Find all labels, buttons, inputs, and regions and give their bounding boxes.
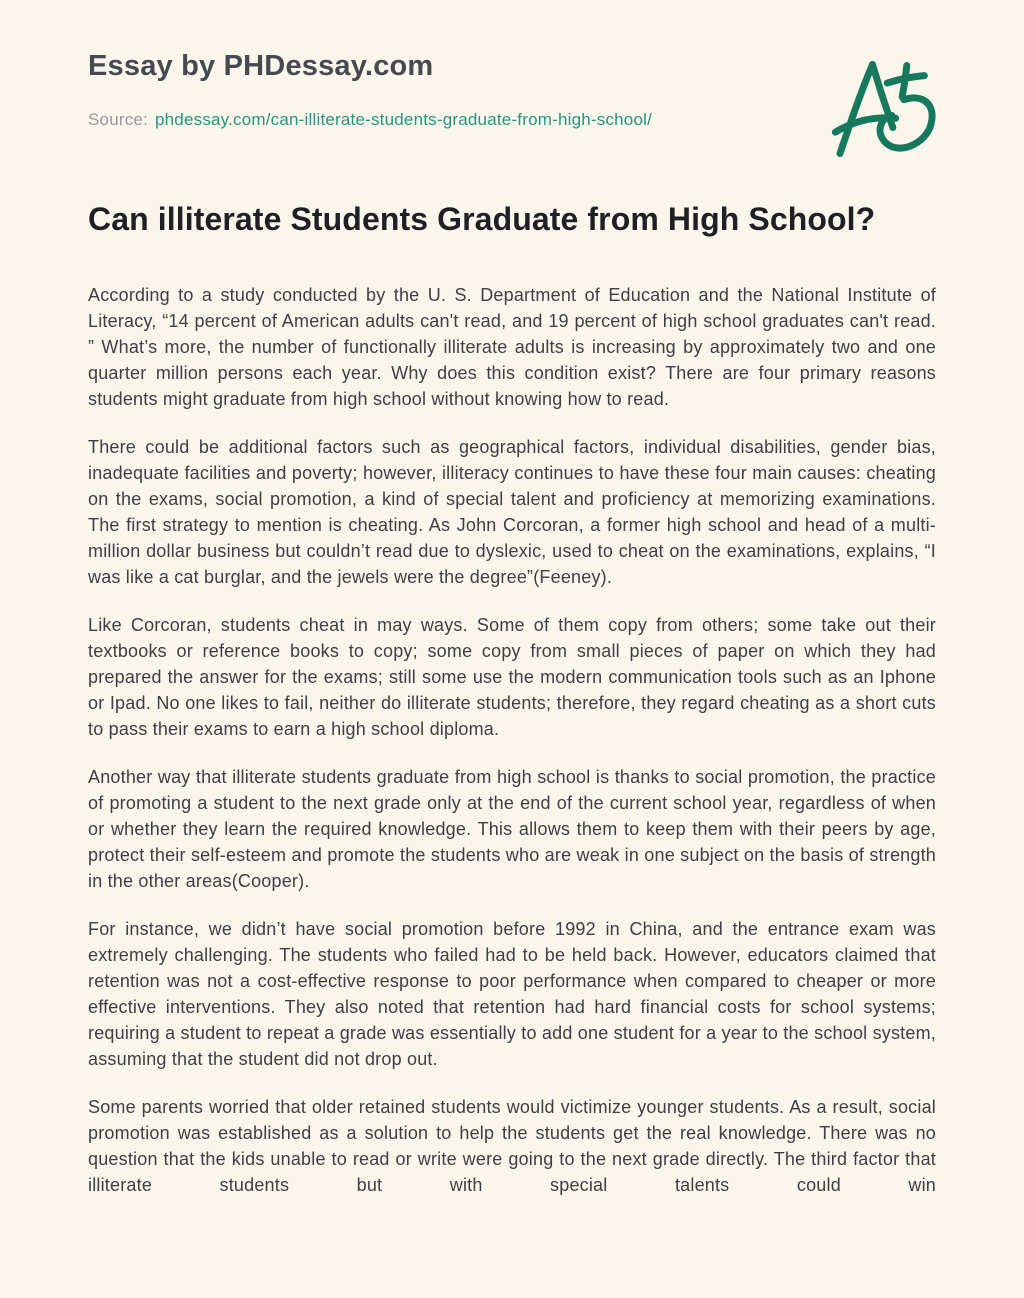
essay-paragraph: According to a study conducted by the U. S. Department of Education and the National Institute of Literacy, “14 percent of American adults can't read, and 19 percent of high school graduates can't read. ” What’s more, the number of functionally illiterate adults is increasing by approximately two and one quarter million persons each year. Why does this condition exist? There are four primary reasons students might graduate from high school without knowing how to read. [88, 285, 936, 409]
essay-paragraph: There could be additional factors such as geographical factors, individual disabilities, gender bias, inadequate facilities and poverty; however, illiteracy continues to have these four main causes: cheating on the exams, social promotion, a kind of special talent and proficiency at memorizing examinations. The first strategy to mention is cheating. As John Corcoran, a former high school and head of a multi-million dollar business but couldn’t read due to dyslexic, used to cheat on the examinations, explains, “I was like a cat burglar, and the jewels were the degree”(Feeney). [88, 437, 936, 587]
essay-title: Can illiterate Students Graduate from High School? [88, 201, 876, 237]
source-label: Source: [88, 110, 148, 129]
essay-byline: Essay by PHDessay.com [88, 50, 434, 82]
essay-paragraph: Some parents worried that older retained students would victimize younger students. As a result, social promotion was established as a solution to help the students get the real knowledge. There was no question that the kids unable to read or write were going to the next grade directly. The third factor that illiterate students but with special talents could win [88, 1097, 936, 1195]
essay-paragraph: Another way that illiterate students graduate from high school is thanks to social promotion, the practice of promoting a student to the next grade only at the end of the current school year, regardless of when or whether they learn the required knowledge. This allows them to keep them with their peers by age, protect their self-esteem and promote the students who are weak in one subject on the basis of strength in the other areas(Cooper). [88, 767, 936, 891]
source-link[interactable]: phdessay.com/can-illiterate-students-graduate-from-high-school/ [155, 110, 653, 129]
source-row [88, 110, 936, 130]
essay-body [88, 282, 936, 1198]
essay-paragraph: For instance, we didn’t have social promotion before 1992 in China, and the entrance exam was extremely challenging. The students who failed had to be held back. However, educators claimed that retention was not a cost-effective response to poor performance when compared to cheaper or more effective interventions. They also noted that retention had hard financial costs for school systems; requiring a student to repeat a grade was essentially to add one student for a year to the school system, assuming that the student did not drop out. [88, 919, 936, 1069]
essay-paragraph: Like Corcoran, students cheat in may ways. Some of them copy from others; some take out their textbooks or reference books to copy; some copy from small pieces of paper on which they had prepared the answer for the exams; still some use the modern communication tools such as an Iphone or Ipad. No one likes to fail, neither do illiterate students; therefore, they regard cheating as a short cuts to pass their exams to earn a high school diploma. [88, 615, 936, 739]
a-plus-grade-icon [830, 58, 952, 160]
